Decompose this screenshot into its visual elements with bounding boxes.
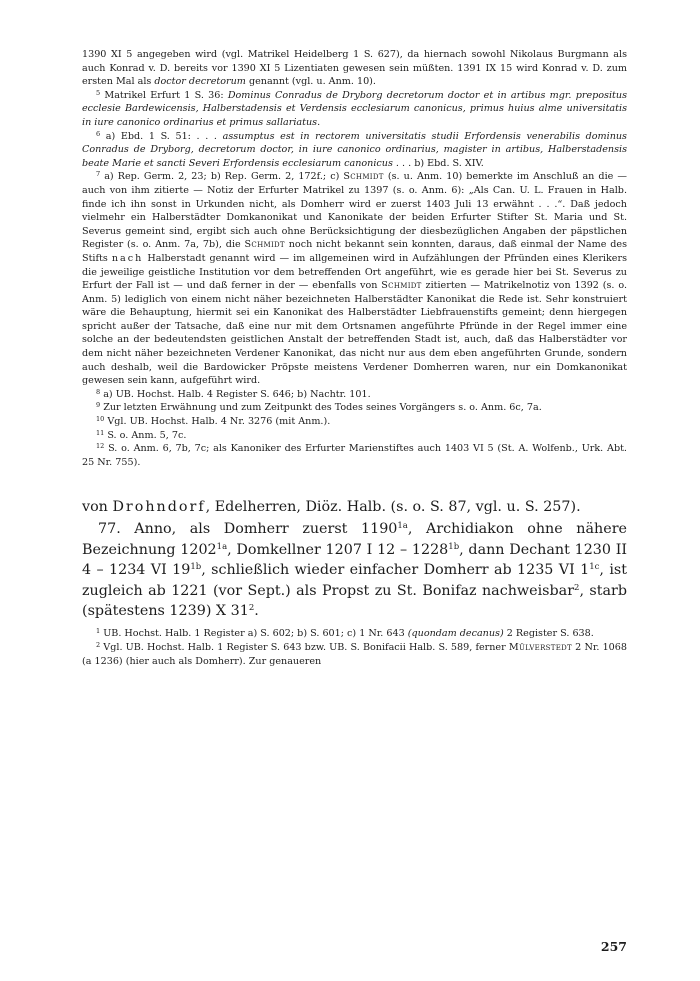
footnote-7: $^7$ a) Rep. Germ. 2, 23; b) Rep. Germ. 2, 172f.; c) Schmidt (s. u. Anm. 10) bemerkte im Anschluß an die — auch von ihm zitierte — Notiz der Erfurter Matrikel zu 1397 (s. o. Anm. 6): „Als Can. U. L. Frauen in Halb. finde ich ihn sonst in Urkunden nicht, als Domherr wird er zuerst 1403 Juli 13 erwähnt . . .“. Daß jedoch vielmehr ein Halberstädter Domkanonikat und Kanonikate der beiden Erfurter Stifter St. Maria und St. Severus gemeint sind, ergibt sich auch ohne Berücksichtigung der diesbezüglichen Angaben der päpstlichen Register (s. o. Anm. 7a, 7b), die Schmidt noch nicht bekannt sein konnten, daraus, daß einmal der Name des Stifts nach Halberstadt genannt wird — im allgemeinen wird in Aufzählungen der Pfründen eines Klerikers die jeweilige geistliche Institution vor dem betreffenden Ort angeführt, wie es gerade hier bei St. Severus zu Erfurt der Fall ist — und daß ferner in der — ebenfalls von Schmidt zitierten — Matrikelnotiz von 1392 (s. o. Anm. 5) lediglich von einem nicht näher bezeichneten Halberstädter Kanonikat die Rede ist. Sehr konstruiert wäre die Behauptung, hiermit sei ein Kanonikat des Halberstädter Liebfrauenstifts gemeint; denn hiergegen spricht außer der Tatsache, daß eine nur mit dem Ortsnamen angeführte Pfründe in der Regel immer eine solche an der bedeutendsten geistlichen Anstalt der betreffenden Stadt ist, auch, daß das Halberstädter vor dem nicht näher bezeichneten Verdener Kanonikat, das nicht nur aus dem eben angeführten Grunde, sondern auch deshalb, weil die Bardowicker Pröpste meistens Verdener Domherren waren, nur ein Domkanonikat gewesen sein kann, aufgeführt wird. bbox=[82, 170, 627, 387]
page-content bbox=[82, 48, 627, 668]
footnote-continuation: 1390 XI 5 angegeben wird (vgl. Matrikel Heidelberg 1 S. 627), da hiernach sowohl Nikolaus Burgmann als auch Konrad v. D. bereits vor 1390 XI 5 Lizentiaten gewesen sein müßten. 1391 IX 15 wird Konrad v. D. zum ersten Mal als doctor decretorum genannt (vgl. u. Anm. 10). bbox=[82, 49, 627, 88]
footnote-5: $^5$ Matrikel Erfurt 1 S. 36: Dominus Conradus de Dryborg decretorum doctor et in artibus mgr. prepositus ecclesie Bardewicensis, Halberstadensis et Verdensis ecclesiarum canonicus, primus huius alme universitatis in iure canonico ordinarius et primus sallariatus. bbox=[82, 88, 627, 128]
entry-heading: von Drohndorf, Edelherren, Diöz. Halb. (s. o. S. 87, vgl. u. S. 257). bbox=[82, 499, 581, 516]
footnote-6: $^6$ a) Ebd. 1 S. 51: . . . assumptus est in rectorem universitatis studii Erfordensis venerabilis dominus Conradus de Dryborg, decretorum doctor, in iure canonico ordinarius, magister in artibus, Halberstadensis beate Marie et sancti Severi Erfordensis ecclesiarum canonicus . . . b) Ebd. S. XIV. bbox=[82, 129, 627, 169]
top-footnotes bbox=[82, 48, 627, 469]
footnote-1: $^1$ UB. Hochst. Halb. 1 Register a) S. 602; b) S. 601; c) 1 Nr. 643 (quondam decanus) 2 Register S. 638. bbox=[96, 627, 594, 640]
page-number: 257 bbox=[600, 939, 627, 954]
footnote-10: $^{10}$ Vgl. UB. Hochst. Halb. 4 Nr. 3276 (mit Anm.). bbox=[96, 415, 331, 428]
footnote-8: $^8$ a) UB. Hochst. Halb. 4 Register S. 646; b) Nachtr. 101. bbox=[96, 387, 371, 400]
footnote-2: $^2$ Vgl. UB. Hochst. Halb. 1 Register S. 643 bzw. UB. S. Bonifacii Halb. S. 589, ferner Mülverstedt 2 Nr. 1068 (a 1236) (hier auch als Domherr). Zur genaueren bbox=[82, 641, 627, 667]
bottom-footnotes bbox=[82, 627, 627, 668]
footnote-12: $^{12}$ S. o. Anm. 6, 7b, 7c; als Kanoniker des Erfurter Marienstiftes auch 1403 VI 5 (St. A. Wolfenb., Urk. Abt. 25 Nr. 755). bbox=[82, 442, 627, 468]
entry-body: 77. Anno, als Domherr zuerst $1190^{1a}$, Archidiakon ohne nähere Bezeichnung $1202^{1a}$, Domkellner 1207 I $12 - 1228^{1b}$, dann Dechant 1230 II 4 – 1234 VI $19^{1b}$, schließlich wieder einfacher Domherr ab 1235 VI $1^{1c}$, ist zugleich ab 1221 (vor Sept.) als Propst zu St. Bonifaz nachweisbar$^2$, starb (spätestens 1239) X $31^2$. bbox=[82, 521, 628, 620]
footnote-9: $^9$ Zur letzten Erwähnung und zum Zeitpunkt des Todes seines Vorgängers s. o. Anm. 6c, 7a. bbox=[96, 401, 542, 414]
footnote-11: $^{11}$ S. o. Anm. 5, 7c. bbox=[96, 428, 187, 441]
